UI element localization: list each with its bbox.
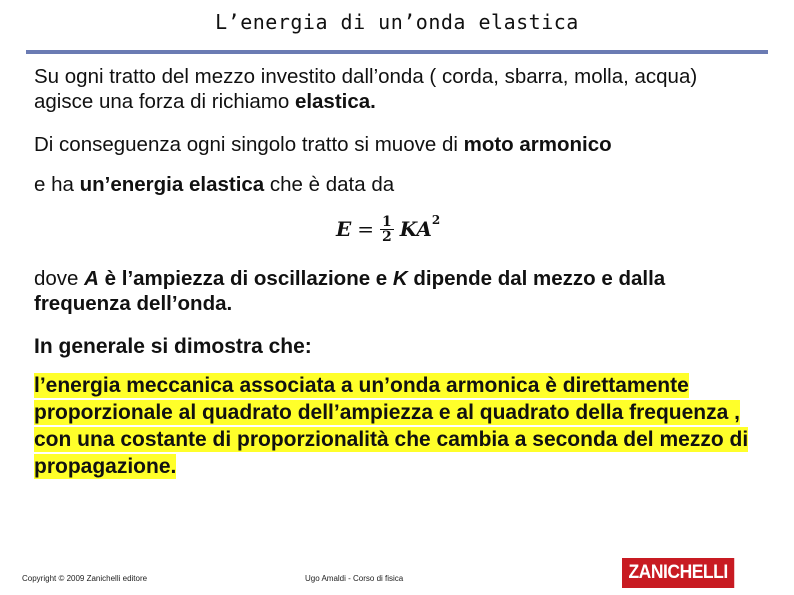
highlighted-conclusion bbox=[34, 372, 764, 480]
formula-rhs bbox=[399, 213, 441, 241]
formula-equals: = bbox=[357, 217, 375, 241]
bold-term-energia-elastica: un’energia elastica bbox=[79, 173, 265, 196]
paragraph-elastic-force bbox=[34, 64, 759, 114]
bold-term-elastica: elastica. bbox=[294, 90, 376, 113]
paragraph-elastic-energy bbox=[34, 172, 759, 197]
formula-rhs-base: KA bbox=[399, 217, 432, 241]
formula-lhs: E bbox=[336, 217, 352, 241]
paragraph-text: è l’ampiezza di oscillazione e bbox=[98, 267, 393, 290]
bold-term-moto-armonico: moto armonico bbox=[463, 133, 612, 156]
formula-fraction bbox=[380, 215, 394, 244]
fraction-numerator: 1 bbox=[382, 213, 392, 230]
title-divider bbox=[26, 50, 768, 54]
variable-k: K bbox=[392, 267, 408, 290]
paragraph-amplitude bbox=[34, 266, 759, 316]
paragraph-harmonic-motion bbox=[34, 132, 759, 157]
variable-a: A bbox=[84, 267, 99, 290]
footer-copyright: Copyright © 2009 Zanichelli editore bbox=[22, 574, 148, 583]
energy-formula bbox=[336, 214, 440, 244]
zanichelli-logo: ZANICHELLI bbox=[622, 558, 734, 588]
paragraph-text: che è data da bbox=[264, 173, 395, 196]
paragraph-text: Su ogni tratto del mezzo investito dall’onda ( corda, sbarra, molla, acqua) agisce una forza di richiamo bbox=[34, 65, 698, 113]
paragraph-text: dove bbox=[34, 267, 85, 290]
highlighted-text: l’energia meccanica associata a un’onda armonica è direttamente proporzionale al quadrato dell’ampiezza e al quadrato della frequenza , con una costante di proporzionalità che cambia a seconda del mezzo di propagazione. bbox=[34, 374, 749, 478]
slide-title: L’energia di un’onda elastica bbox=[215, 10, 579, 34]
fraction-denominator: 2 bbox=[382, 228, 392, 245]
paragraph-general-statement: In generale si dimostra che: bbox=[34, 335, 312, 358]
paragraph-text: dipende dal mezzo e dalla frequenza dell’onda. bbox=[34, 267, 666, 315]
paragraph-text: Di conseguenza ogni singolo tratto si muove di bbox=[34, 133, 464, 156]
paragraph-text: e ha bbox=[34, 173, 80, 196]
footer-course: Ugo Amaldi - Corso di fisica bbox=[305, 574, 404, 583]
formula-exponent: 2 bbox=[431, 213, 441, 228]
